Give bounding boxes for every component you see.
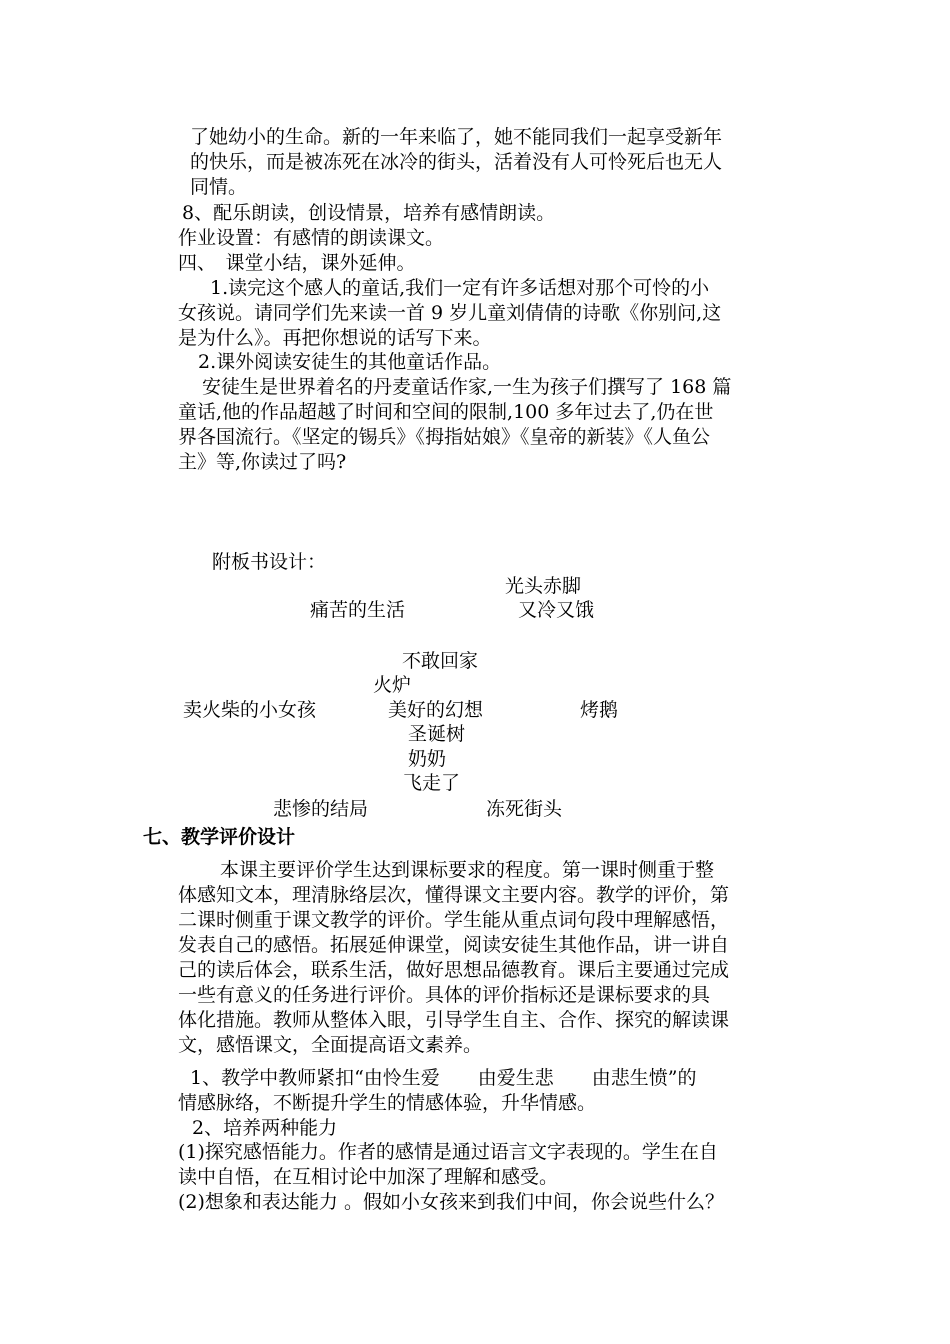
step-8: 8、配乐朗读，创设情景，培养有感情朗读。	[182, 202, 556, 224]
eval-line-8: 文，感悟课文，全面提高语文素养。	[178, 1034, 483, 1056]
point-2: 2、培养两种能力	[192, 1117, 338, 1139]
board-tree: 圣诞树	[408, 723, 466, 745]
item-2: 2.课外阅读安徒生的其他童话作品。	[198, 351, 502, 373]
ability-1-line-2: 读中自悟，在互相讨论中加深了理解和感受。	[178, 1166, 559, 1188]
section-7-title: 七、教学评价设计	[143, 826, 296, 848]
board-frozen: 冻死街头	[486, 798, 563, 820]
eval-line-7: 体化措施。教师从整体入眼，引导学生自主、合作、探究的解读课	[178, 1009, 730, 1031]
item-1-line-3: 是为什么》。再把你想说的话写下来。	[178, 327, 492, 349]
board-title: 附板书设计：	[212, 551, 327, 573]
ability-1-line-1: (1)探究感悟能力。作者的感情是通过语言文字表现的。学生在自	[178, 1141, 718, 1163]
point-1-line-1: 1、教学中教师紧扣“由怜生爱 由爱生悲 由悲生愤”的	[190, 1067, 697, 1089]
board-grandma: 奶奶	[408, 748, 447, 770]
board-barefoot: 光头赤脚	[505, 575, 582, 597]
board-stove: 火炉	[373, 674, 412, 696]
eval-line-5: 己的读后体会，联系生活，做好思想品德教育。课后主要通过完成	[178, 959, 730, 981]
andersen-line-3: 界各国流行。《坚定的锡兵》《拇指姑娘》《皇帝的新装》《人鱼公	[178, 426, 711, 448]
intro-line-3: 同情。	[190, 176, 248, 198]
andersen-line-4: 主》等,你读过了吗?	[178, 451, 347, 473]
board-dare-not: 不敢回家	[402, 650, 479, 672]
board-fantasy: 美好的幻想	[388, 699, 484, 721]
board-flew: 飞走了	[403, 772, 461, 794]
point-1-line-2: 情感脉络，不断提升学生的情感体验，升华情感。	[178, 1092, 597, 1114]
board-tragic-end: 悲惨的结局	[273, 798, 369, 820]
section-4-title: 四、 课堂小结，课外延伸。	[178, 252, 416, 274]
board-painful-life: 痛苦的生活	[310, 599, 406, 621]
andersen-line-2: 童话,他的作品超越了时间和空间的限制,100 多年过去了,仍在世	[178, 401, 714, 423]
eval-line-3: 二课时侧重于课文教学的评价。学生能从重点词句段中理解感悟，	[178, 909, 730, 931]
item-1-line-2: 女孩说。请同学们先来读一首 9 岁儿童刘倩倩的诗歌《你别问,这	[178, 302, 722, 324]
board-goose: 烤鹅	[580, 699, 619, 721]
intro-line-2: 的快乐，而是被冻死在冰冷的街头，活着没有人可怜死后也无人	[190, 151, 723, 173]
homework: 作业设置：有感情的朗读课文。	[178, 227, 445, 249]
andersen-line-1: 安徒生是世界着名的丹麦童话作家,一生为孩子们撰写了 168 篇	[202, 376, 732, 398]
intro-line-1: 了她幼小的生命。新的一年来临了，她不能同我们一起享受新年	[190, 126, 723, 148]
board-girl: 卖火柴的小女孩	[183, 699, 317, 721]
board-cold-hungry: 又冷又饿	[518, 599, 595, 621]
eval-line-2: 体感知文本，理清脉络层次，懂得课文主要内容。教学的评价，第	[178, 884, 730, 906]
eval-line-6: 一些有意义的任务进行评价。具体的评价指标还是课标要求的具	[178, 984, 711, 1006]
eval-line-1: 本课主要评价学生达到课标要求的程度。第一课时侧重于整	[220, 859, 715, 881]
ability-2: (2)想象和表达能力 。假如小女孩来到我们中间，你会说些什么？	[178, 1191, 724, 1213]
eval-line-4: 发表自己的感悟。拓展延伸课堂，阅读安徒生其他作品，讲一讲自	[178, 934, 730, 956]
item-1-line-1: 1.读完这个感人的童话,我们一定有许多话想对那个可怜的小	[210, 277, 710, 299]
